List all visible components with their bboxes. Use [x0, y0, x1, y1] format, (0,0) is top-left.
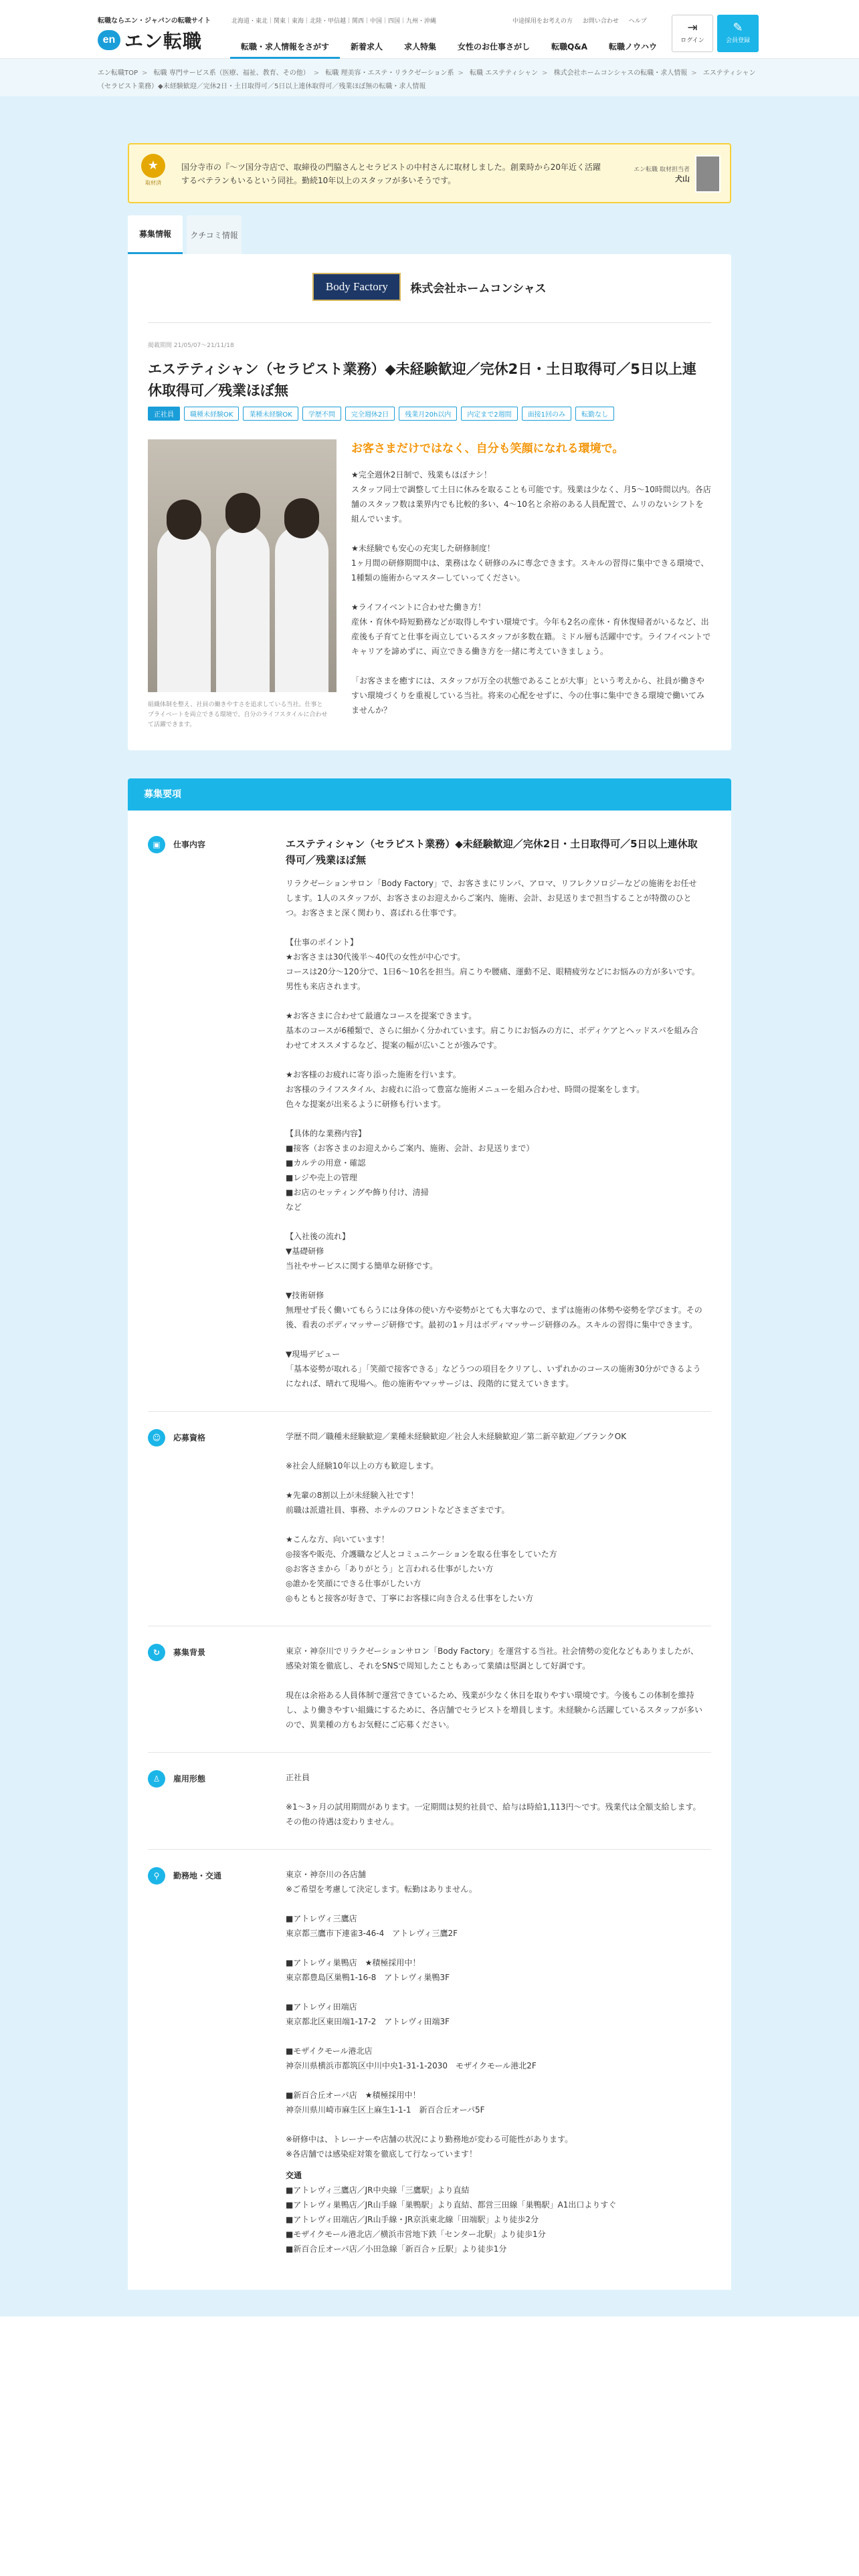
work-body: リラクゼーションサロン「Body Factory」で、お客さまにリンパ、アロマ、リフレクソロジーなどの施術をお任せします。1人のスタッフが、お客さまのお迎えからご案内、施術、会計、お見送りまで担当することが特徴のひとつ。お客さまと深く関わり、喜ばれる仕事です。 【仕事のポイント】 ★お客さまは30代後半〜40代の女性が中心です。 コースは20分〜120分で、1日6〜10名を担当。肩こりや腰痛、運動不足、眼精疲労などにお悩みの方が多いです。男性も来店されます。 ★お客さまに合わせて最適なコースを提案できます。 基本のコースが6種類で、さらに細かく分かれています。肩こりにお悩みの方に、ボディケアとヘッドスパを組み合わせてオススメするなど、提案の幅が広いことが強みです。 ★お客様のお疲れに寄り添った施術を行います。 お客様のライフスタイル、お疲れに沿って豊富な施術メニューを組み合わせ、時間の提案をします。 色々な提案が出来るように研修も行います。 【具体的な業務内容】 ■接客（お客さまのお迎えからご案内、施術、会計、お見送りまで） ■カルテの用意・確認 ■レジや売上の管理 ■お店のセッティングや飾り付け、清掃 など 【入社後の流れ】 ▼基礎研修 当社やサービスに関する簡単な研修です。 ▼技術研修 無理せず長く働いてもらうには身体の使い方や姿勢がとても大事なので、まずは施術の体勢や姿勢を学びます。その後、看表のボディマッサージ研修です。最初の1ヶ月はボディマッサージ研修のみ。スキルの習得に集中できます。 ▼現場デビュー 「基本姿勢が取れる」「笑顔で接客できる」などうつの項目をクリアし、いずれかのコースの施術30分ができるようになれば、晴れて現場へ。他の施術やマッサージは、段階的に覚えていきます。 — [286, 879, 702, 1388]
tag: 職種未経験OK — [184, 407, 239, 421]
company-logo: Body Factory — [312, 273, 401, 301]
login-button[interactable] — [672, 15, 713, 52]
job-title: エステティシャン（セラピスト業務）◆未経験歓迎／完休2日・土日取得可／5日以上連休取得可／残業ほぼ無 — [148, 361, 696, 399]
interviewer — [634, 165, 690, 184]
medal-icon: ★ — [141, 154, 165, 178]
req-label-location: 勤務地・交通 — [173, 1871, 222, 1881]
feature-text — [351, 439, 711, 730]
global-nav — [230, 35, 668, 59]
requirements-heading: 募集要項 — [128, 778, 731, 811]
interview-badge — [138, 154, 168, 193]
breadcrumb: エン転職TOP > 転職 専門サービス系（医療、福祉、教育、その他） > 転職 理美容・エステ・リラクゼーション系 > 転職 エステティシャン > 株式会社ホームコンシャスの転職・求人情報 > エステティシャン（セラピスト業務）◆未経験歓迎／完休2日・土日取得可／5日以上連休取得可／残業ほぼ無の転職・求人情報 — [0, 59, 859, 96]
employment-body: 正社員 ※1〜3ヶ月の試用期間があります。一定期間は契約社員で、給与は時給1,113円〜です。残業代は全額支給します。その他の待遇は変わりません。 — [286, 1773, 701, 1826]
breadcrumb-item[interactable]: エン転職TOP — [98, 70, 138, 77]
site-tagline: 転職ならエン・ジャパンの転職サイト — [98, 17, 211, 25]
tag: 業種未経験OK — [243, 407, 298, 421]
main-content — [0, 96, 859, 2317]
breadcrumb-item[interactable]: 転職 エステティシャン — [470, 70, 539, 77]
login-icon: ⇥ — [687, 21, 698, 35]
util-link-help[interactable]: ヘルプ — [628, 18, 647, 25]
tab-job-info[interactable]: 募集情報 — [128, 215, 183, 254]
requirements-card — [128, 811, 731, 2290]
req-label-qualification: 応募資格 — [173, 1433, 206, 1442]
region-links[interactable]: 北海道・東北｜関東｜東海｜北陸・甲信越｜関西｜中国｜四国｜九州・沖縄 — [231, 18, 437, 25]
tag: 面接1回のみ — [522, 407, 571, 421]
staff-photo — [148, 439, 337, 692]
pen-icon: ✎ — [733, 21, 743, 35]
feature-body: ★完全週休2日制で、残業もほぼナシ！ スタッフ同士で調整して土日に休みを取ることも可能です。残業は少なく、月5〜10時間以内。各店舗のスタッフ数は業界内でも比較的多い、4〜10名と余裕のある人員配置で、ムリのないシフトを組んでいます。 ★未経験でも安心の充実した研修制度！ 1ヶ月間の研修期間中は、業務はなく研修のみに専念できます。スキルの習得に集中できる環境で、1種類の施術からマスターしていってください。 ★ライフイベントに合わせた働き方！ 産休・育休や時短勤務などが取得しやすい環境です。今年も2名の産休・育休復帰者がいるなど、出産後も子育てと仕事を両立しているスタッフが多数在籍。ミドル層も活躍中です。ライフイベントでキャリアを諦めずに、両立できる働き方を一緒に考えていきましょう。 「お客さまを癒すには、スタッフが万全の状態であることが大事」という考えから、社員が働きやすい環境づくりを重視している当社。将来の心配をせずに、今の仕事に集中できる環境で働いてみませんか？ — [351, 470, 711, 715]
nav-knowhow[interactable]: 転職ノウハウ — [609, 42, 658, 51]
req-label-work: 仕事内容 — [173, 840, 206, 849]
tab-bar — [128, 215, 731, 254]
breadcrumb-current: エステティシャン（セラピスト業務）◆未経験歓迎／完休2日・土日取得可／5日以上連休取得可／残業ほぼ無の転職・求人情報 — [98, 70, 756, 90]
req-row-work — [148, 819, 711, 1412]
site-logo[interactable] — [98, 27, 202, 53]
company-name: 株式会社ホームコンシャス — [410, 282, 547, 296]
req-row-background — [148, 1626, 711, 1753]
utility-links — [512, 16, 655, 25]
logo-mark: en — [98, 30, 120, 50]
req-row-employment — [148, 1753, 711, 1850]
site-header — [0, 0, 859, 59]
logo-text: エン転職 — [124, 30, 203, 52]
feature-section — [148, 439, 711, 730]
req-label-employment: 雇用形態 — [173, 1774, 206, 1784]
divider — [148, 322, 711, 323]
transport-body: ■アトレヴィ三鷹店／JR中央線「三鷹駅」より直結 ■アトレヴィ巣鴨店／JR山手線「巣鴨駅」より直結、都営三田線「巣鴨駅」A1出口よりすぐ ■アトレヴィ田端店／JR山手線・JR京浜東北線「田端駅」より徒歩2分 ■モザイクモール港北店／横浜市営地下鉄「センター北駅」より徒歩1分 ■新百合丘オーパ店／小田急線「新百合ヶ丘駅」より徒歩1分 — [286, 2185, 617, 2254]
req-row-qualification — [148, 1412, 711, 1626]
breadcrumb-item[interactable]: 転職 専門サービス系（医療、福祉、教育、その他） — [153, 70, 310, 77]
listing-period: 掲載期間 21/05/07〜21/11/18 — [148, 342, 234, 349]
badge-caption: 取材済 — [145, 180, 161, 186]
req-row-location — [148, 1850, 711, 2276]
interviewer-photo — [695, 155, 721, 193]
nav-new-jobs[interactable]: 新着求人 — [351, 42, 383, 51]
background-body: 東京・神奈川でリラクゼーションサロン「Body Factory」を運営する当社。社会情勢の変化などもありましたが、感染対策を徹底し、それをSNSで周知したこともあって業績は堅調として好調です。 現在は余裕ある人員体制で運営できているため、残業が少なく休日を取りやすい環境です。今後もこの体制を維持し、より働きやすい組織にするために、各店舗でセラピストを増員します。未経験から活躍しているスタッフが多いので、異業種の方もお気軽にご応募ください。 — [286, 1646, 703, 1729]
req-label-background: 募集背景 — [173, 1648, 206, 1657]
tag: 完全週休2日 — [345, 407, 395, 421]
nav-qa[interactable]: 転職Q&A — [551, 42, 588, 51]
refresh-icon: ↻ — [148, 1644, 165, 1661]
pin-icon: ⚲ — [148, 1867, 165, 1885]
breadcrumb-item[interactable]: 転職 理美容・エステ・リラクゼーション系 — [325, 70, 454, 77]
catch-copy: お客さまだけではなく、自分も笑顔になれる環境で。 — [351, 442, 624, 455]
util-link-contact[interactable]: お問い合わせ — [582, 18, 619, 25]
nav-features[interactable]: 求人特集 — [404, 42, 437, 51]
photo-caption: 組織体制を整え、社員の働きやすさを追求している当社。仕事とプライベートを両立できる環境で、自分のライフスタイルに合わせて活躍できます。 — [148, 702, 328, 728]
interview-text: 国分寺市の『～ツ国分寺店で、取締役の門脇さんとセラピストの中村さんに取材しました。創業時から20年近く活躍するベテランもいるという同社。勤続10年以上のスタッフが多いそうです。 — [181, 163, 601, 185]
feature-photo-column — [148, 439, 337, 730]
register-button[interactable] — [717, 15, 759, 52]
location-body: 東京・神奈川の各店舗 ※ご希望を考慮して決定します。転勤はありません。 ■アトレヴィ三鷹店 東京都三鷹市下連雀3-46-4 アトレヴィ三鷹2F ■アトレヴィ巣鴨店 ★積極採用中！ 東京都豊島区巣鴨1-16-8 アトレヴィ巣鴨3F ■アトレヴィ田端店 東京都北区東田端1-17-2 アトレヴィ田端3F ■モザイクモール港北店 神奈川県横浜市都筑区中川中央1-31-1-2030 モザイクモール港北2F ■新百合丘オーパ店 ★積極採用中！ 神奈川県川崎市麻生区上麻生1-1-1 新百合丘オーパ5F ※研修中は、トレーナーや店舗の状況により勤務地が変わる可能性があります。 ※各店舗では感染症対策を徹底して行なっています！ — [286, 1870, 573, 2159]
interviewer-role: エン転職 取材担当者 — [634, 167, 690, 173]
company-header — [148, 270, 711, 304]
tag: 残業月20h以内 — [399, 407, 457, 421]
tag: 学歴不問 — [302, 407, 341, 421]
person-card-icon: ♙ — [148, 1770, 165, 1788]
person-icon: ☺ — [148, 1429, 165, 1446]
tab-reviews[interactable]: クチコミ情報 — [187, 215, 242, 254]
register-label: 会員登録 — [725, 37, 750, 44]
util-link-employer[interactable]: 中途採用をお考えの方 — [512, 18, 573, 25]
work-title: エステティシャン（セラピスト業務）◆未経験歓迎／完休2日・土日取得可／5日以上連休取得可／残業ほぼ無 — [286, 838, 698, 866]
interview-banner — [128, 143, 731, 203]
login-label: ログイン — [680, 37, 704, 44]
qualification-body: 学歴不問／職種未経験歓迎／業種未経験歓迎／社会人未経験歓迎／第二新卒歓迎／ブランクOK ※社会人経験10年以上の方も歓迎します。 ★先輩の8割以上が未経験入社です！ 前職は派遣社員、事務、ホテルのフロントなどさまざまです。 ★こんな方、向いています！ ◎接客や販売、介護職など人とコミュニケーションを取る仕事をしていた方 ◎お客さまから「ありがとう」と言われる仕事がしたい方 ◎誰かを笑顔にできる仕事がしたい方 ◎もともと接客が好きで、丁寧にお客様に向き合える仕事をしたい方 — [286, 1432, 627, 1603]
interviewer-name: 犬山 — [675, 175, 690, 183]
job-summary-card — [128, 254, 731, 750]
tag: 正社員 — [148, 407, 180, 421]
tag: 内定まで2週間 — [461, 407, 517, 421]
breadcrumb-item[interactable]: 株式会社ホームコンシャスの転職・求人情報 — [553, 70, 688, 77]
job-tags — [148, 407, 711, 423]
transport-label: 交通 — [286, 2171, 302, 2180]
briefcase-icon: ▣ — [148, 836, 165, 853]
tag: 転勤なし — [575, 407, 614, 421]
nav-search-jobs[interactable]: 転職・求人情報をさがす — [230, 35, 340, 59]
nav-women[interactable]: 女性のお仕事さがし — [458, 42, 531, 51]
